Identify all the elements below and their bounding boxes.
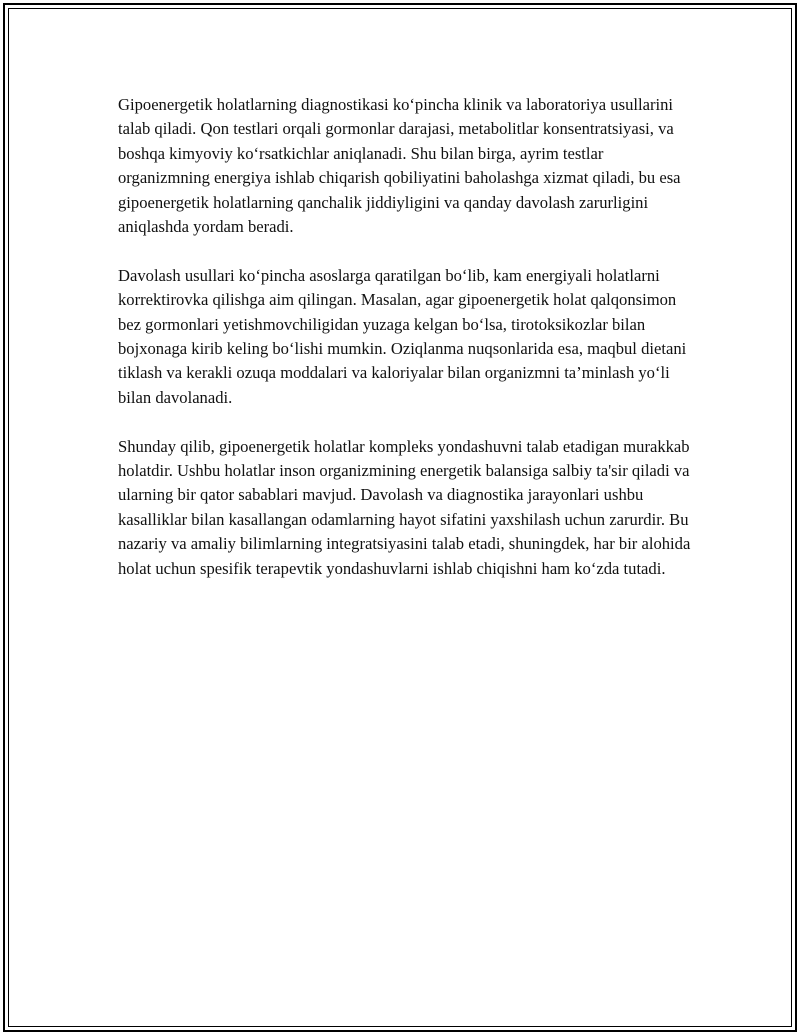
document-body	[118, 93, 696, 605]
paragraph-diagnostics: Gipoenergetik holatlarning diagnostikasi ko‘pincha klinik va laboratoriya usullarini talab qiladi. Qon testlari orqali gormonlar darajasi, metabolitlar konsentratsiyasi, va boshqa kimyoviy ko‘rsatkichlar aniqlanadi. Shu bilan birga, ayrim testlar organizmning energiya ishlab chiqarish qobiliyatini baholashga xizmat qiladi, bu esa gipoenergetik holatlarning qanchalik jiddiyligini va qanday davolash zarurligini aniqlashda yordam beradi.	[118, 95, 681, 237]
paragraph-treatment: Davolash usullari ko‘pincha asoslarga qaratilgan bo‘lib, kam energiyali holatlarni korrektirovka qilishga aim qilingan. Masalan, agar gipoenergetik holat qalqonsimon bez gormonlari yetishmovchiligidan yuzaga kelgan bo‘lsa, tirotoksikozlar bilan bojxonaga kirib keling bo‘lishi mumkin. Oziqlanma nuqsonlarida esa, maqbul dietani tiklash va kerakli ozuqa moddalari va kaloriyalar bilan organizmni ta’minlash yo‘li bilan davolanadi.	[118, 265, 687, 407]
paragraph-conclusion: Shunday qilib, gipoenergetik holatlar kompleks yondashuvni talab etadigan murakkab holatdir. Ushbu holatlar inson organizmining energetik balansiga salbiy ta'sir qiladi va ularning bir qator sabablari mavjud. Davolash va diagnostika jarayonlari ushbu kasalliklar bilan kasallangan odamlarning hayot sifatini yaxshilash uchun zarurdir. Bu nazariy va amaliy bilimlarning integratsiyasini talab etadi, shuningdek, har bir alohida holat uchun spesifik terapevtik yondashuvlarni ishlab chiqishni ham ko‘zda tutadi.	[118, 436, 691, 578]
